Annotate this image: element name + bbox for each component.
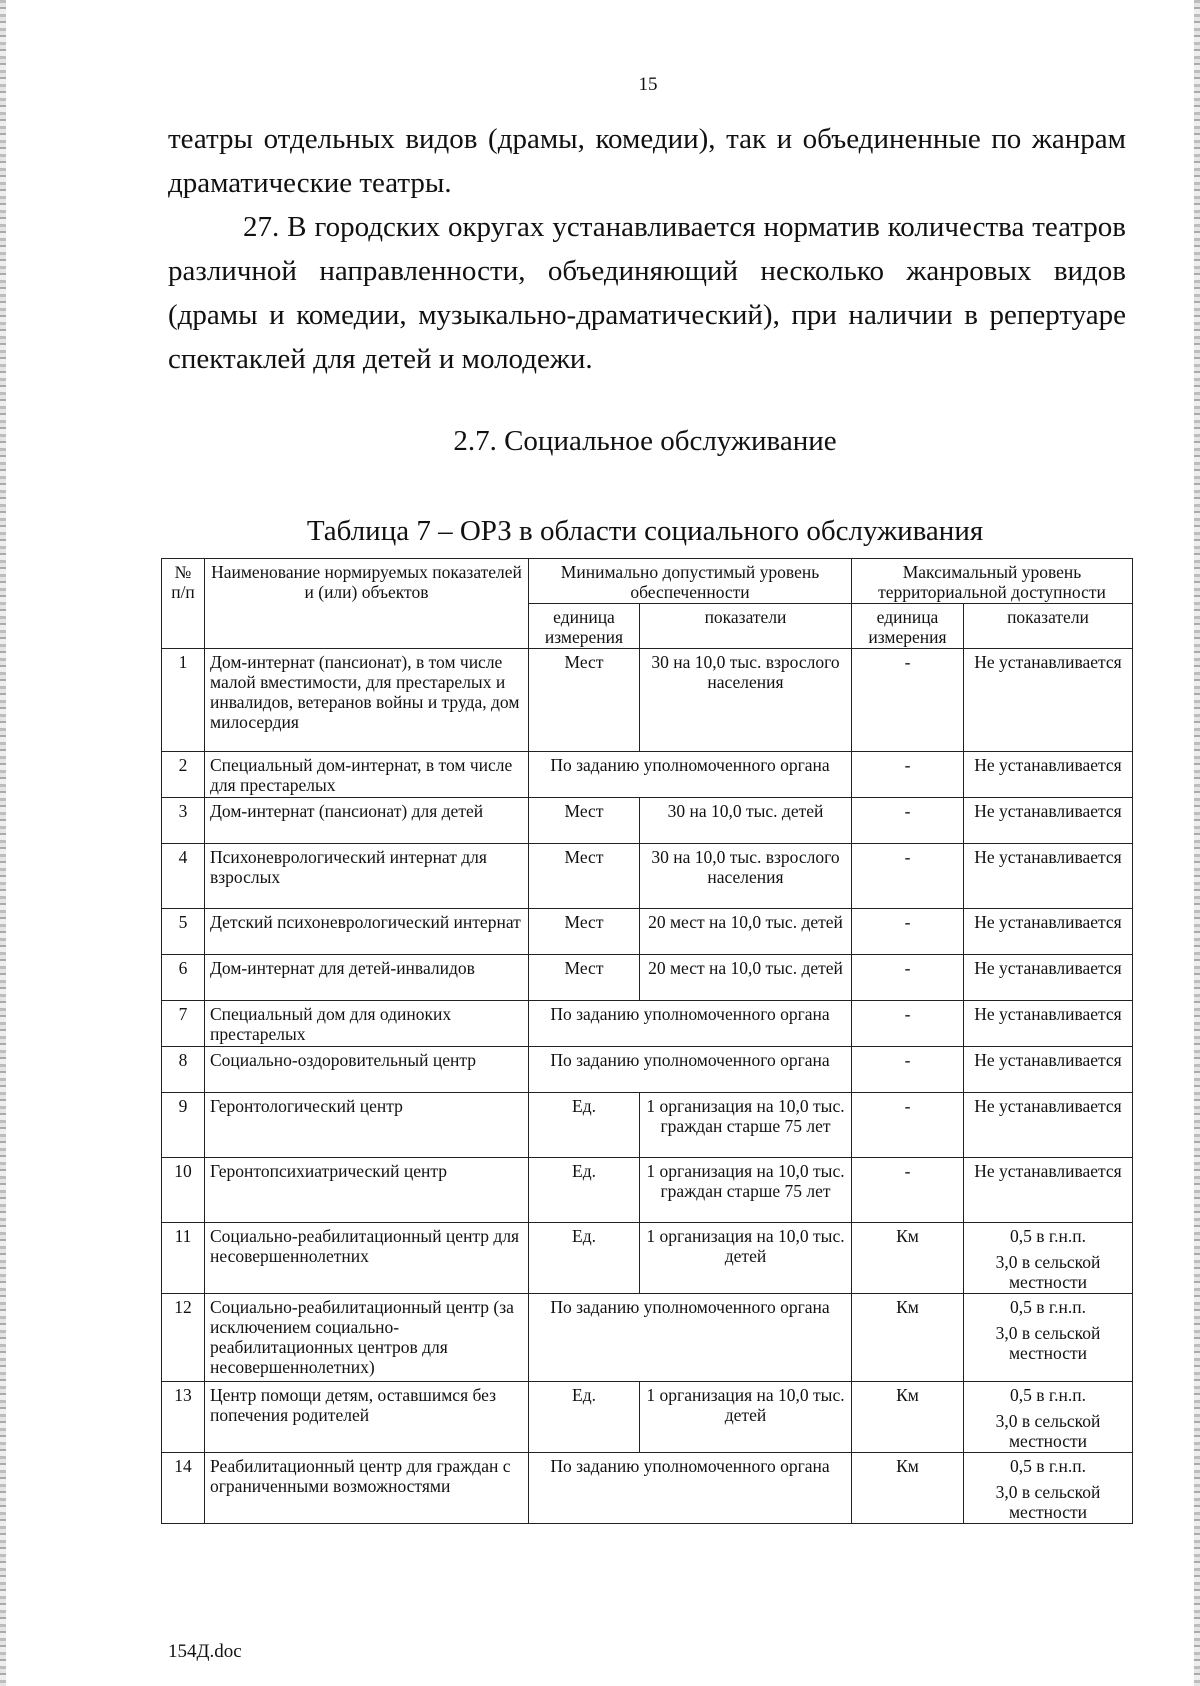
scan-edge-left — [0, 0, 6, 1686]
table-body — [162, 649, 1133, 1524]
row-min-merged: По заданию уполномоченного органа — [529, 1047, 852, 1093]
row-name: Социально-оздоровительный центр — [205, 1047, 529, 1093]
row-number: 14 — [162, 1453, 205, 1524]
row-max-value — [964, 1294, 1133, 1382]
table-row — [162, 1158, 1133, 1223]
row-name: Дом-интернат для детей-инвалидов — [205, 955, 529, 1001]
row-number: 4 — [162, 844, 205, 909]
header-max-group: Максимальный уровень территориальной доступности — [852, 559, 1133, 604]
row-min-value: 1 организация на 10,0 тыс. граждан старше 75 лет — [640, 1158, 852, 1223]
row-min-merged: По заданию уполномоченного органа — [529, 752, 852, 798]
row-max-unit: - — [852, 955, 964, 1001]
row-number: 8 — [162, 1047, 205, 1093]
row-name: Дом-интернат (пансионат) для детей — [205, 798, 529, 844]
paragraph: театры отдельных видов (драмы, комедии), так и объединенные по жанрам драматические театры. — [168, 123, 1126, 199]
header-max-value: показатели — [964, 604, 1133, 649]
row-number: 1 — [162, 649, 205, 752]
row-number: 3 — [162, 798, 205, 844]
row-min-value: 1 организация на 10,0 тыс. детей — [640, 1223, 852, 1294]
table-row — [162, 955, 1133, 1001]
row-max-value: Не устанавливается — [964, 1047, 1133, 1093]
row-min-value: 20 мест на 10,0 тыс. детей — [640, 909, 852, 955]
row-max-unit: - — [852, 1158, 964, 1223]
row-name: Реабилитационный центр для граждан с ограниченными возможностями — [205, 1453, 529, 1524]
footer-filename: 154Д.doc — [168, 1641, 242, 1662]
table-row — [162, 798, 1133, 844]
row-min-value: 1 организация на 10,0 тыс. граждан старше 75 лет — [640, 1093, 852, 1158]
table-row — [162, 1294, 1133, 1382]
max-value-line: 0,5 в г.н.п. — [1010, 1456, 1086, 1476]
table-row — [162, 909, 1133, 955]
max-value-line: 3,0 в сельской местности — [995, 1411, 1101, 1451]
row-max-value: Не устанавливается — [964, 1001, 1133, 1047]
row-max-unit: - — [852, 844, 964, 909]
row-number: 5 — [162, 909, 205, 955]
row-name: Дом-интернат (пансионат), в том числе малой вместимости, для престарелых и инвалидов, ветеранов войны и труда, дом милосердия — [205, 649, 529, 752]
row-max-unit: - — [852, 752, 964, 798]
paragraph: 27. В городских округах устанавливается норматив количества театров различной направленности, объединяющий несколько жанровых видов (драмы и комедии, музыкально-драматический), при наличии в репертуаре спектаклей для детей и молодежи. — [168, 211, 1126, 375]
row-max-value: Не устанавливается — [964, 798, 1133, 844]
row-name: Центр помощи детям, оставшимся без попечения родителей — [205, 1382, 529, 1453]
row-max-unit: - — [852, 1001, 964, 1047]
max-value-line: 3,0 в сельской местности — [995, 1482, 1101, 1522]
row-min-value: 30 на 10,0 тыс. детей — [640, 798, 852, 844]
row-max-unit: Км — [852, 1382, 964, 1453]
table-caption: Таблица 7 – ОРЗ в области социального обслуживания — [306, 515, 984, 547]
row-max-unit: - — [852, 649, 964, 752]
row-max-value: Не устанавливается — [964, 752, 1133, 798]
table-row — [162, 1453, 1133, 1524]
row-name: Специальный дом для одиноких престарелых — [205, 1001, 529, 1047]
section-heading: 2.7. Социальное обслуживание — [453, 425, 837, 457]
row-min-unit: Ед. — [529, 1093, 640, 1158]
header-min-value: показатели — [640, 604, 852, 649]
max-value-line: 3,0 в сельской местности — [995, 1252, 1101, 1292]
table-row — [162, 752, 1133, 798]
row-number: 11 — [162, 1223, 205, 1294]
header-min-unit: единица измерения — [529, 604, 640, 649]
row-name: Специальный дом-интернат, в том числе для престарелых — [205, 752, 529, 798]
row-max-unit: - — [852, 1047, 964, 1093]
orz-table — [161, 558, 1133, 1524]
table-row — [162, 1047, 1133, 1093]
row-max-value — [964, 1223, 1133, 1294]
row-name: Социально-реабилитационный центр для несовершеннолетних — [205, 1223, 529, 1294]
body-text — [168, 117, 1126, 381]
table-row — [162, 1001, 1133, 1047]
row-max-unit: - — [852, 798, 964, 844]
row-max-unit: - — [852, 909, 964, 955]
row-min-unit: Мест — [529, 649, 640, 752]
row-number: 9 — [162, 1093, 205, 1158]
row-min-unit: Ед. — [529, 1223, 640, 1294]
row-min-value: 20 мест на 10,0 тыс. детей — [640, 955, 852, 1001]
row-max-value: Не устанавливается — [964, 649, 1133, 752]
row-min-value: 1 организация на 10,0 тыс. детей — [640, 1382, 852, 1453]
header-max-unit: единица измерения — [852, 604, 964, 649]
row-number: 6 — [162, 955, 205, 1001]
row-max-value: Не устанавливается — [964, 909, 1133, 955]
row-number: 10 — [162, 1158, 205, 1223]
row-name: Психоневрологический интернат для взрослых — [205, 844, 529, 909]
row-name: Геронтопсихиатрический центр — [205, 1158, 529, 1223]
table-row — [162, 1093, 1133, 1158]
row-min-unit: Мест — [529, 798, 640, 844]
row-number: 2 — [162, 752, 205, 798]
row-max-value — [964, 1453, 1133, 1524]
row-min-merged: По заданию уполномоченного органа — [529, 1001, 852, 1047]
row-min-merged: По заданию уполномоченного органа — [529, 1453, 852, 1524]
row-max-value — [964, 1382, 1133, 1453]
row-min-unit: Мест — [529, 844, 640, 909]
table-row — [162, 649, 1133, 752]
row-name: Геронтологический центр — [205, 1093, 529, 1158]
row-max-unit: - — [852, 1093, 964, 1158]
row-min-value: 30 на 10,0 тыс. взрослого населения — [640, 649, 852, 752]
table-row — [162, 1382, 1133, 1453]
row-number: 13 — [162, 1382, 205, 1453]
row-name: Детский психоневрологический интернат — [205, 909, 529, 955]
scan-edge-right — [1194, 0, 1200, 1686]
row-min-merged: По заданию уполномоченного органа — [529, 1294, 852, 1382]
page-number: 15 — [638, 74, 658, 95]
max-value-line: 3,0 в сельской местности — [995, 1323, 1101, 1363]
row-min-unit: Мест — [529, 909, 640, 955]
row-max-value: Не устанавливается — [964, 844, 1133, 909]
header-min-group: Минимально допустимый уровень обеспеченности — [529, 559, 852, 604]
row-max-unit: Км — [852, 1223, 964, 1294]
row-max-unit: Км — [852, 1294, 964, 1382]
max-value-line: 0,5 в г.н.п. — [1010, 1297, 1086, 1317]
row-min-unit: Мест — [529, 955, 640, 1001]
row-min-unit: Ед. — [529, 1382, 640, 1453]
row-max-value: Не устанавливается — [964, 1158, 1133, 1223]
row-max-unit: Км — [852, 1453, 964, 1524]
table-row — [162, 844, 1133, 909]
row-min-value: 30 на 10,0 тыс. взрослого населения — [640, 844, 852, 909]
row-number: 12 — [162, 1294, 205, 1382]
header-name: Наименование нормируемых показателей и (или) объектов — [205, 559, 529, 649]
row-name: Социально-реабилитационный центр (за исключением социально-реабилитационных центров для несовершеннолетних) — [205, 1294, 529, 1382]
row-max-value: Не устанавливается — [964, 955, 1133, 1001]
max-value-line: 0,5 в г.н.п. — [1010, 1385, 1086, 1405]
row-number: 7 — [162, 1001, 205, 1047]
header-num: № п/п — [162, 559, 205, 649]
row-max-value: Не устанавливается — [964, 1093, 1133, 1158]
max-value-line: 0,5 в г.н.п. — [1010, 1226, 1086, 1246]
row-min-unit: Ед. — [529, 1158, 640, 1223]
table-row — [162, 1223, 1133, 1294]
